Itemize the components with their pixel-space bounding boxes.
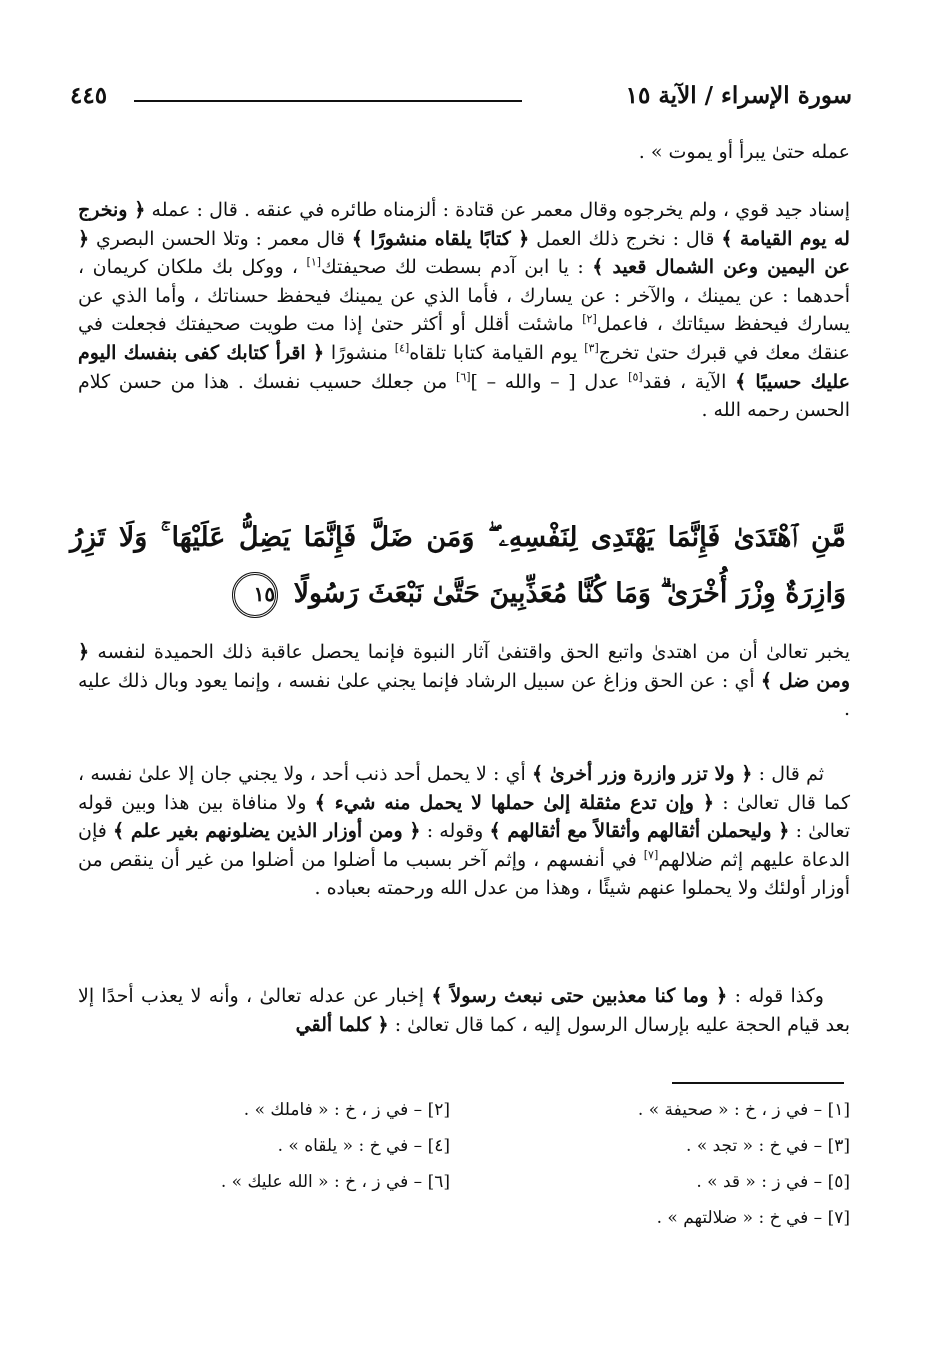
footnote-row <box>150 1172 850 1208</box>
quran-quote: ﴿ وما كنا معذبين حتى نبعث رسولاً ﴾ <box>431 985 728 1007</box>
header-rule <box>134 100 522 102</box>
text-run: إسناد جيد قوي ، ولم يخرجوه وقال معمر عن قتادة : ألزمناه طائره في عنقه . قال : عمله <box>145 199 850 221</box>
footnote-6: [٦] – في ز ، خ : « الله عليك » . <box>220 1172 450 1192</box>
footnote-row <box>150 1136 850 1172</box>
text-run: : يا ابن آدم بسطت لك صحيفتك <box>321 256 593 279</box>
footnotes <box>150 1100 850 1244</box>
quran-quote: ﴿ عن اليمين وعن الشمال قعيد ﴾ <box>78 227 851 279</box>
text-run: في أنفسهم ، وإثم آخر بسبب ما أضلوا من أضلوا من غير أن ينقص من أوزار أولئك ولا يحملوا عنهم شيئًا ، وهذا من عدل الله ورحمته بعباده . <box>78 848 850 900</box>
footnote-ref[interactable]: [٤] <box>394 341 410 355</box>
footnote-1: [١] – في ز ، خ : « صحيفة » . <box>637 1100 850 1120</box>
text-run: عدل [ – والله – ] <box>470 370 629 393</box>
text-run: يوم القيامة كتابا تلقاه <box>409 341 585 364</box>
page-header <box>70 78 852 118</box>
footnote-ref[interactable]: [٥] <box>628 370 643 384</box>
quran-quote: ﴿ كلما ألقي <box>295 1013 389 1036</box>
paragraph-justice <box>78 982 850 1039</box>
ayah-number-badge: ١٥ <box>232 572 278 618</box>
footnote-row <box>150 1208 850 1244</box>
paragraph-tafsir <box>78 638 850 724</box>
paragraph-text <box>78 982 850 1039</box>
page-number: ٤٤٥ <box>70 82 108 109</box>
text-run: فإن الدعاة عليهم إثم ضلالهم <box>78 820 850 871</box>
footnote-2: [٢] – في ز ، خ : « فاملك » . <box>243 1100 450 1120</box>
text-run: قال : نخرج ذلك العمل <box>529 227 722 250</box>
quran-quote: ﴿ ولا تزر وازرة وزر أخرىٰ ﴾ <box>531 763 753 785</box>
paragraph-text <box>78 760 850 903</box>
text-run: ، ووكل بك ملكان كريمان ، أحدهما : عن يمينك ، والآخر : عن يسارك ، فأما الذي عن يمينك فيحفظ حسناتك ، وأما الذي عن يسارك فيحفظ سيئاتك ، فاعمل <box>78 256 850 336</box>
paragraph-text <box>78 196 850 425</box>
footnote-4: [٤] – في خ : « يلقاه » . <box>277 1136 450 1156</box>
paragraph-text <box>78 638 850 724</box>
paragraph-continuation <box>78 138 850 167</box>
surah-title: سورة الإسراء / الآية ١٥ <box>625 82 852 109</box>
paragraph-text: عمله حتىٰ يبرأ أو يموت » . <box>638 141 850 163</box>
quran-quote: ﴿ وإن تدع مثقلة إلىٰ حملها لا يحمل منه شيء ﴾ <box>314 791 714 814</box>
text-run: ماشئت أقلل أو أكثر حتىٰ إذا مت طويت صحيفتك فجعلت في عنقك معك في قبرك حتىٰ تخرج <box>78 313 850 364</box>
quran-quote: ﴿ ومن ضل ﴾ <box>78 641 851 692</box>
footnote-ref[interactable]: [٣] <box>584 341 599 355</box>
quran-quote: ﴿ ونخرج له يوم القيامة ﴾ <box>78 199 850 250</box>
footnote-5: [٥] – في ز : « قد » . <box>696 1172 850 1192</box>
paragraph-hadith-isnad <box>78 196 850 425</box>
footnote-ref[interactable]: [٦] <box>456 370 471 384</box>
footnote-7: [٧] – في خ : « ضلالتهم » . <box>656 1208 850 1228</box>
quran-quote: ﴿ كتابًا يلقاه منشورًا ﴾ <box>351 227 530 250</box>
verse-text: مَّنِ ٱهْتَدَىٰ فَإِنَّمَا يَهْتَدِى لِنَفْسِهِۦ ۖ وَمَن ضَلَّ فَإِنَّمَا يَضِلُّ عَلَيْهَا ۚ وَلَا تَزِرُ وَازِرَةٌ وِزْرَ أُخْرَىٰ ۗ وَمَا كُنَّا مُعَذِّبِينَ حَتَّىٰ نَبْعَثَ رَسُولًا <box>70 522 846 609</box>
text-run: يخبر تعالىٰ أن من اهتدىٰ واتبع الحق واقتفىٰ آثار النبوة فإنما يحصل عاقبة ذلك الحميدة لنفسه <box>89 641 850 663</box>
footnote-3: [٣] – في خ : « تجد » . <box>686 1136 850 1156</box>
footnote-separator <box>672 1082 844 1084</box>
footnote-row <box>150 1100 850 1136</box>
quran-verse <box>70 510 846 622</box>
text-run: وكذا قوله : <box>727 985 824 1007</box>
paragraph-burden <box>78 760 850 903</box>
text-run: أي : لا يحمل أحد ذنب أحد ، ولا يجني جان إلا علىٰ نفسه ، كما قال تعالىٰ : <box>78 763 850 814</box>
text-run: ولا منافاة بين هذا وبين قوله تعالىٰ : <box>78 791 850 843</box>
text-run: منشورًا <box>324 341 395 364</box>
text-run: ثم قال : <box>752 763 825 785</box>
quran-quote: ﴿ اقرأ كتابك كفى بنفسك اليوم عليك حسيبًا ﴾ <box>78 341 850 393</box>
text-run: من جعلك حسيب نفسك . هذا من حسن كلام الحسن رحمه الله . <box>78 370 850 422</box>
footnote-ref[interactable]: [٧] <box>643 848 659 862</box>
quran-quote: ﴿ وليحملن أثقالهم وأثقالاً مع أثقالهم ﴾ <box>489 820 790 843</box>
footnote-ref[interactable]: [١] <box>306 255 322 269</box>
text-run: إخبار عن عدله تعالىٰ ، وأنه لا يعذب أحدًا إلا بعد قيام الحجة عليه بإرسال الرسول إليه ، كما قال تعالىٰ : <box>78 985 850 1036</box>
text-run: وقوله : <box>420 820 490 843</box>
text-run: قال معمر : وتلا الحسن البصري <box>89 227 352 250</box>
quran-quote: ﴿ ومن أوزار الذين يضلونهم بغير علم ﴾ <box>112 820 421 843</box>
text-run: أي : عن الحق وزاغ عن سبيل الرشاد فإنما يجني علىٰ نفسه ، وإنما يعود وبال ذلك عليه . <box>78 669 850 721</box>
footnote-ref[interactable]: [٢] <box>582 313 597 327</box>
text-run: الآية ، فقد <box>642 370 736 393</box>
